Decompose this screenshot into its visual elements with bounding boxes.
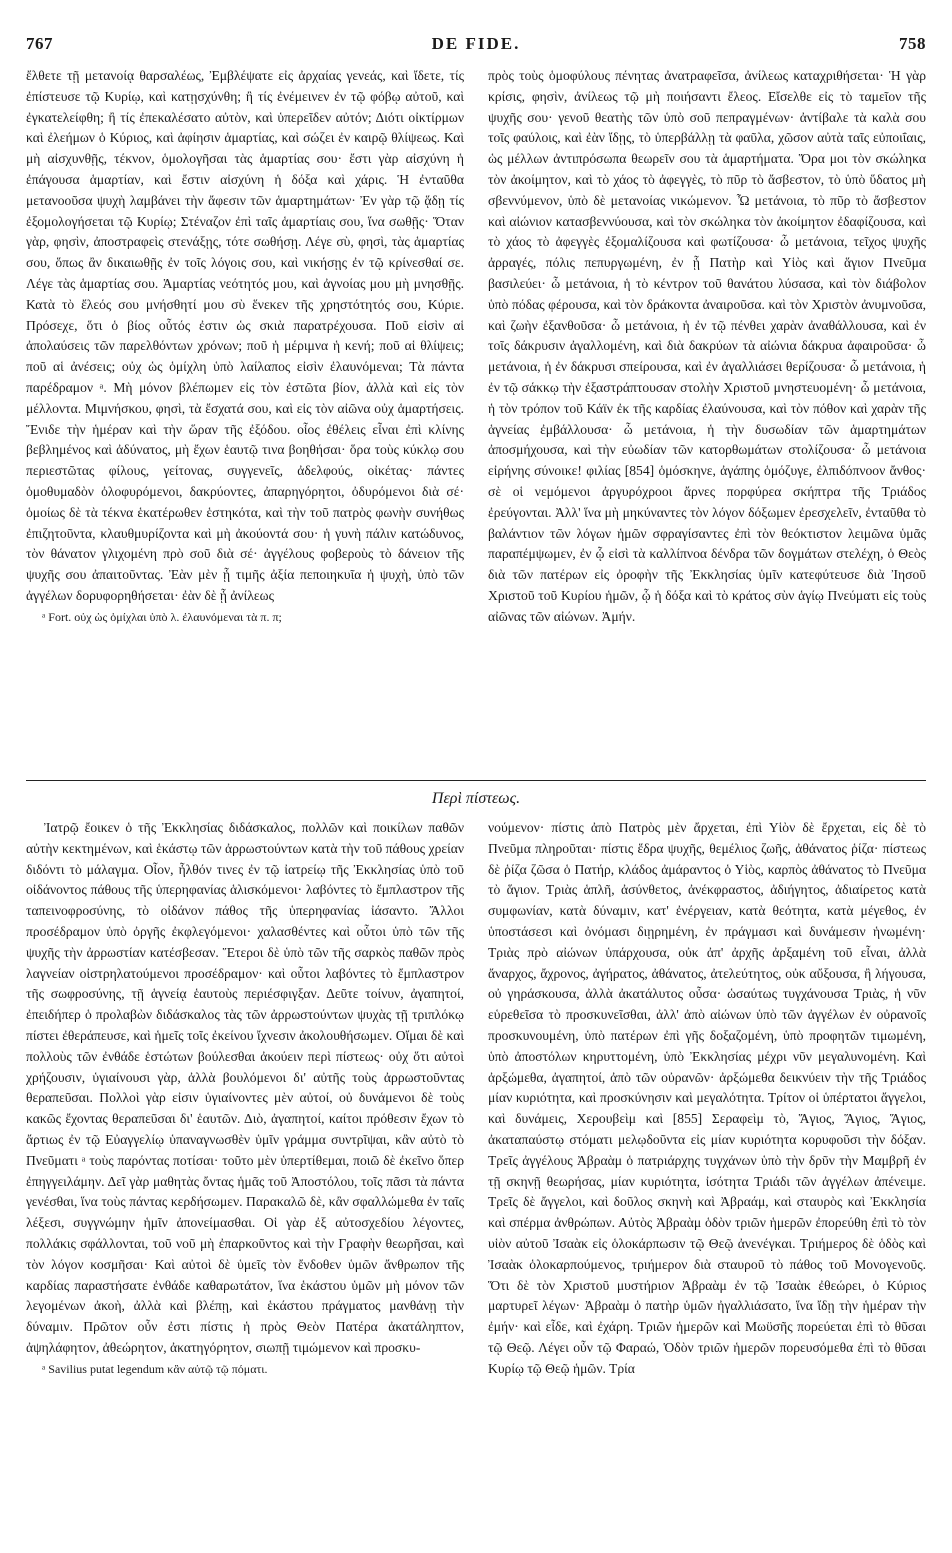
left-page-number: 767 [26, 34, 53, 53]
running-title: DE FIDE. [431, 34, 521, 53]
top-right-text: πρὸς τοὺς ὁμοφύλους πένητας ἀνατραφεῖσα, ἀνίλεως καταχριθήσεται· Ἡ γὰρ κρίσις, φησὶν, ἀνίλεως τῷ μὴ ποιήσαντι ἔλεος. Εἴσελθε εἰς τὸ ταμεῖον τῆς ψυχῆς σου· γενοῦ θεατὴς τῶν ὑπὸ σοῦ πεπραγμένων· ἀντίβαλε τὰ καλὰ σου τοῖς φαύλοις, καὶ ἐὰν ἴδῃς, τὸ ὑπερβάλλῃ τὰ φαῦλα, χῶσον αὐτὰ ταῖς εὐποιΐαις, ὡς μέλλων ἀντιπρόσωπα θεωρεῖν σου τὰ ἁμαρτήματα. Ὅρα μοι τὸν σκώληκα τὸν ἀκοίμητον, καὶ τὸ χάος τὸ ἀφεγγὲς, τὸ πῦρ τὸ ἄσβεστον, τὸ ὑπὸ ὕδατος μὴ σβεννύμενον, ὑπὸ δὲ μετανοίας νικώμενον. Ὦ μετάνοια, τὸ πῦρ τὸ ἄσβεστον καὶ αἰώνιον κατασβεννύουσα, καὶ τὸν σκώληκα τὸν ἀκοίμητον ἐδαφίζουσα, καὶ τὸ χάος τὸ ἀφεγγὲς ἐξομαλίζουσα καὶ φωτίζουσα· ὦ μετάνοια, τεῖχος ψυχῆς ἀρραγές, πόλις πεπυργωμένη, ἐν ᾗ Πατὴρ καὶ Υἱὸς καὶ ἅγιον Πνεῦμα βασιλεύει· ὦ μετάνοια, ἡ τὸ κέντρον τοῦ θανάτου λύσασα, καὶ τὸν διάβολον ὑπὸ πόδας φέρουσα, καὶ τὸν δράκοντα ἀναιροῦσα. καὶ τὸν Χριστὸν ἀνυμνοῦσα, καὶ ζωὴν ἐξανθοῦσα· ὦ μετάνοια, ἡ ἐν τῷ πένθει χαρὰν ἀναθάλλουσα, καὶ ἐν τοῖς δάκρυσιν ἀγαλλομένη, καὶ διὰ δακρύων τὰ αἰώνια δάκρυα ἀφαιροῦσα· ὦ μετάνοια, ἡ ἐν δάκρυσι σπείρουσα, καὶ ἐν ἀγαλλιάσει θερίζουσα· ὦ μετάνοια, ἡ ἐν τῷ σάκκῳ τὴν ἐξαστράπτουσαν στολὴν Χριστοῦ μνηστευομένη· ὦ μετάνοια, ἡ τὸν τρόπον τοῦ Κάϊν ἐκ τῆς καρδίας ἐλαύνουσα, καὶ τὸν πόθον καὶ χαρὰν τῆς ἁγνείας ἐμβάλλουσα· ὦ μετάνοια, ἡ τὴν δυσωδίαν τῶν ἁμαρτημάτων ἀποσμήχουσα, καὶ τὴν εὐωδίαν τῶν κατορθωμάτων στολίζουσα· ὦ μετάνοια εἰρήνης σύνοικε! φιλίας [854] ὁμόσκηνε, ἀγάπης ὁμόζυγε, ἐλπιδόπνοον ἄνθος· σὲ οἱ νεμόμενοι ἀργυρόχροοι ἄρνες πορφύρεα σκήπτρα τῆς Τριάδος ἐρεύγονται. Ἀλλ' ἵνα μὴ μηκύναντες τὸν λόγον δόξωμεν ἐρεσχελεῖν, ἐνταῦθα τὸ βαλάντιον τῶν λόγων ἡμῶν σφραγίσαντες ἐπὶ τὸν θεόκτιστον λειμῶνα ὑμᾶς παραπέμψωμεν, ἐν ᾧ εἰσὶ τὰ καλλίπνοα δένδρα τῶν δογμάτων στελέχη, ὁ Θεὸς διὰ τῶν πατέρων εἰς ὀροφὴν τῆς Ἐκκλησίας ὑμῖν κατεφύτευσε διὰ Ἰησοῦ Χριστοῦ τοῦ Κυρίου ἡμῶν, ᾧ ἡ δόξα καὶ τὸ κράτος σὺν ἁγίῳ Πνεύματι εἰς τοὺς αἰῶνας τῶν αἰώνων. Ἀμήν. [488, 68, 926, 624]
right-page-number: 758 [898, 34, 926, 53]
running-header [26, 34, 926, 58]
section-divider [26, 780, 926, 781]
bottom-right-text: νούμενον· πίστις ἀπὸ Πατρὸς μὲν ἄρχεται, ἐπὶ Υἱὸν δὲ ἔρχεται, εἰς δὲ τὸ Πνεῦμα πληροῦται· πίστις ἕδρα ψυχῆς, θεμέλιος ζωῆς, ἀθάνατος ῥίζα· πίστεως δὲ ῥίζα ζῶσα ὁ Πατήρ, κλάδος ἀμάραντος ὁ Υἱὸς, καρπὸς ἀθάνατος τὸ Πνεῦμα τὸ ἅγιον. Τριὰς ἁπλῆ, ἀσύνθετος, ἀνέκφραστος, ἀδιήγητος, ἀδιαίρετος κατὰ συμφωνίαν, κατὰ δύναμιν, κατ' ἐνέργειαν, κατὰ θεότητα, κατὰ μέγεθος, ἐν ὑποστάσεσι καὶ ὀνόμασι διῃρημένη, ἐν πράγμασι καὶ δυνάμεσιν ἡνωμένη· Τριὰς πρὸ αἰώνων ὑπάρχουσα, οὐκ ἀπ' ἀρχῆς ἀρξαμένη τοῦ εἶναι, ἀλλὰ ἄναρχος, ἄχρονος, ἀγήρατος, ἀθάνατος, ἀτελεύτητος, οὐκ αὔξουσα, ἢ λήγουσα, οὐ γηράσκουσα, ἀλλὰ ἀκατάλυτος οὖσα· ὡσαύτως τυγχάνουσα Τριὰς, ἡ νῦν εὑρεθεῖσα τὸ προσκυνεῖσθαι, ἀλλ' ἀπὸ αἰώνων ὑπὸ τῶν ἀγγέλων ἐν οὐρανοῖς προσκυνουμένη, ὑπὸ πατέρων ἐπὶ γῆς δοξαζομένη, ὑπὸ προφητῶν τιμωμένη, ὑπὸ ἀποστόλων κηρυττομένη, ὑπὸ Ἐκκλησίας μέχρι νῦν μεγαλυνομένη. Καὶ ἀρξώμεθα, ἀγαπητοί, ἀπὸ τῶν οὐρανῶν· ἀρξώμεθα δεικνύειν τὴν τῆς Τριάδος μίαν κυριότητα, καὶ προσκύνησιν καὶ μεγαλότητα. Τρίτον οἱ ὑπέρτατοι ἄγγελοι, καὶ δυνάμεις, Χερουβεὶμ καὶ [855] Σεραφεὶμ τὸ, Ἅγιος, Ἅγιος, Ἅγιος, ἀκαταπαύστῳ στόματι μελῳδοῦντα εἰς μίαν κυριότητα κορυφοῦσι τὴν δόξαν. Τρεῖς ἀγγέλους Ἀβραὰμ ὁ πατριάρχης τυγχάνων ὑπὸ τὴν δρῦν τὴν Μαμβρῆ ἐν τῇ σκηνῇ θεωρήσας, μίαν κυριότητα, ἰσότητα Τριάδι τῶν ἀγγέλων ἀπένειμε. Τρεῖς δὲ ἄγγελοι, καὶ δοῦλος σκηνὴ καὶ Ἀβραάμ, καὶ σταυρὸς καὶ Ἐκκλησία καὶ σπέρμα ἀνθρώπων. Αὐτὸς Ἀβραὰμ ὁδὸν τριῶν ἡμερῶν ἐπορεύθη ἐπὶ τὸ τὸν υἱὸν αὐτοῦ Ἰσαὰκ εἰς ὁλοκάρπωσιν τῷ Θεῷ ἀνενέγκαι. Τριήμερος δὲ ὁδὸς καὶ Ἰσαὰκ ὁλοκαρπούμενος, τριήμερον διὰ σταυροῦ τὸ πάθος τοῦ Μονογενοῦς. Ὅτι δὲ τὸν Χριστοῦ μυστήριον Ἀβραὰμ ἐν τῷ Ἰσαὰκ ἐθεώρει, ὁ Κύριος μαρτυρεῖ λέγων· Ἀβραὰμ ὁ πατὴρ ὑμῶν ἠγαλλιάσατο, ἵνα ἴδῃ τὴν ἡμέραν τὴν ἐμήν· καὶ εἶδε, καὶ ἐχάρη. Τριῶν ἡμερῶν καὶ Μωϋσῆς πορεύεται ἐπὶ τὸ θῦσαι τῷ Θεῷ. Λέγει οὖν τῷ Φαραώ, Ὁδὸν τριῶν ἡμερῶν πορευσόμεθα ἐπὶ τὸ θῦσαι Κυρίῳ τῷ Θεῷ ἡμῶν. Τρία [488, 820, 926, 1376]
bottom-left-footnote: ᵃ Savilius putat legendum κἂν αὐτῷ τῷ πόματι. [42, 1361, 268, 1376]
bottom-columns [26, 818, 926, 1553]
bottom-left-column [26, 818, 464, 1553]
top-right-column [488, 66, 926, 814]
top-left-footnote: ᵃ Fort. οὐχ ὡς ὁμίχλαι ὑπὸ λ. ἐλαυνόμεναι τὰ π. π; [42, 609, 282, 624]
bottom-section [26, 790, 926, 1553]
bottom-right-column [488, 818, 926, 1553]
section-title: Περὶ πίστεως. [431, 790, 521, 807]
top-left-column [26, 66, 464, 814]
bottom-left-text: Ἰατρῷ ἔοικεν ὁ τῆς Ἐκκλησίας διδάσκαλος, πολλῶν καὶ ποικίλων παθῶν αὐτὴν κεκτημένων, καὶ ἑκάστῳ τῶν ἀρρωστούντων κατὰ τὴν τοῦ πάθους χρείαν διδόντι τὸ μάλαγμα. Οἷον, ἦλθόν τινες ἐν τῷ ἰατρείῳ τῆς Ἐκκλησίας ὑπὸ τοῦ οἰδάνοντος πάθους τῆς ὑπερηφανίας ἁλισκόμενοι· λαβόντες τὸ ἔμπλαστρον τῆς ταπεινοφροσύνης, τὸ οἰδάνον πάθος τῆς ὑπερηφανίας ἰάσαντο. Ἄλλοι προσέδραμον ὑπὸ ὀργῆς ἐκφλεγόμενοι· χαλασθέντες καὶ οὗτοι ὑπὸ τῶν τῆς ψυχῆς τὴν ἀρρωστίαν κατέσβεσαν. Ἕτεροι δὲ ὑπὸ τῶν τῆς σαρκὸς παθῶν πρὸς λαγνείαν οἰστρηλατούμενοι προσέδραμον· καὶ οὗτοι λαβόντες τὸ ἔμπλαστρον τῆς σωφροσύνης, τῇ ἁγνείᾳ ἑαυτοὺς περιέσφιγξαν. Δεῦτε τοίνυν, ἀγαπητοί, ἐπειδήπερ ὁ προλαβὼν διδάσκαλος τὰς τῶν ἀρρωστούντων ψυχὰς τῇ τριπλόκῳ πίστει ἐθεράπευσε, καὶ ἡμεῖς τοῖς ἐκείνου ἴχνεσιν ἀκολουθήσωμεν. Οἴμαι δὲ καὶ πολλοὺς τῶν ἐνθάδε ἑστώτων βούλεσθαι ἀκούειν περὶ πίστεως· οὐχ ὅτι αὐτοὶ χρήζουσιν, ὑγιαίνουσι γὰρ, ἀλλὰ βουλόμενοι δι' αὐτῆς τοὺς ἀρρωστοῦντας θεραπεῦσαι. Πολλοὶ γὰρ εἰσιν ὑγιαίνοντες μὲν αὐτοί, οὐ δυνάμενοι δὲ τοὺς κακῶς ἔχοντας θεραπεῦσαι δι' ἑαυτῶν. Διὸ, ἀγαπητοί, καίτοι πρόθεσιν ἔχων τὸ ἄρτιως ἐν τῷ Εὐαγγελίῳ ὑπαναγνωσθὲν ὑμῖν γράμμα συντρῖψαι, κἂν αὐτὸ τὸ Πνεῦματι ᵃ τοὺς παρόντας ποτίσαι· τοῦτο μὲν ὑπερτίθεμαι, ποιῶ δὲ ἐκεῖνο ὅπερ ἐπηγγειλάμην. Δεῖ γὰρ μαθητὰς ὄντας ἡμᾶς τοῦ Ἀποστόλου, τοῖς πᾶσι τὰ πάντα γενέσθαι, ἵνα τοὺς πάντας κερδήσωμεν. Παρακαλῶ δὲ, κἂν σφαλλώμεθα ἐν ταῖς λέξεσι, συγγνώμην ἡμῖν ἀπονείμασθαι. Οἱ γὰρ ἐξ αὐτοσχεδίου λέγοντες, πολλάκις σφάλλονται, τοῦ νοῦ μὴ ἐπαρκοῦντος καὶ τὴν Γραφὴν θεωρῆσαι, καὶ τὸν λόγον κοσμῆσαι· Καὶ αὐτοὶ δὲ ὑμεῖς τὸν ἔνδοθεν ὑμῶν ἄνθρωπον τῆς καρδίας παραστήσατε ἐνθάδε καθαρωτάτον, ἵνα ἑκάστου ὑμῶν μὴ μόνον τῶν λεγομένων ἀκοὴ, ἀλλὰ καὶ βλέπῃ, καὶ ἑκάστου πράγματος μανθάνῃ τὴν δύναμιν. Πρῶτον οὖν ἐστι πίστις ἡ πρὸς Θεὸν Πατέρα ἀκατάληπτον, ἀψηλάφητον, ἀθεώρητον, ἀκατηγόρητον, σιωπῇ τιμώμενον καὶ προσκυ- [26, 820, 464, 1355]
top-columns [26, 66, 926, 814]
top-left-text: ἔλθετε τῇ μετανοίᾳ θαρσαλέως, Ἐμβλέψατε εἰς ἀρχαίας γενεάς, καὶ ἴδετε, τίς ἐπίστευσε τῷ Κυρίῳ, καὶ κατῃσχύνθη; ἢ τίς ἐνέμεινεν ἐν τῷ φόβῳ αὐτοῦ, καὶ ἐγκατελείφθη; ἢ τίς ἐπεκαλέσατο αὐτὸν, καὶ ὑπερεῖδεν αὐτόν; Διότι οἰκτίρμων καὶ ἐλεήμων ὁ Κύριος, καὶ ἀφίησιν ἁμαρτίας, καὶ σώζει ἐν καιρῷ θλίψεως. Καὶ μὴ αἰσχυνθῇς, τέκνον, ὁμολογῆσαι τὰς ἁμαρτίας σου· ἔστι γὰρ αἰσχύνη ἡ ἐπάγουσα ἁμαρτίαν, καὶ ἔστιν αἰσχύνη ἡ δόξα καὶ χάρις. Ἡ ἐνταῦθα μετανοοῦσα ψυχὴ λαμβάνει τὴν ἄφεσιν τῶν ἁμαρτημάτων· Ἐν γὰρ τῷ ᾅδῃ τίς ἐξομολογήσεται τῷ Κυρίῳ; Στέναζον ἐπὶ ταῖς ἁμαρτίαις σου, ἵνα σωθῇς· Ὅταν γὰρ, φησὶν, ἀποστραφεὶς στενάξῃς, τότε σωθήσῃ. Λέγε σὺ, φησὶ, τὰς ἁμαρτίας σου, ὅπως ἂν δικαιωθῇς ἐν τοῖς λόγοις σου, καὶ νικήσῃς ἐν τῷ κρίνεσθαί σε. Λέγε τὰς ἁμαρτίας σου. Ἁμαρτίας νεότητός μου, καὶ ἀγνοίας μου μὴ μνησθῇς. Κατὰ τὸ ἔλεός σου μνήσθητί μου σὺ ἕνεκεν τῆς χρηστότητός σου, Κύριε. Πρόσεχε, ὅτι ὁ βίος οὗτός ἐστιν ὡς σκιὰ παρατρέχουσα. Ποῦ εἰσὶν αἱ ἀπολαύσεις τῶν παρελθόντων χρόνων; ποῦ ἡ μέριμνα ἡ κενή; ποῦ αἱ θλίψεις; ποῦ αἱ ἀνέσεις; οὐχ ὡς ὁμίχλη ὑπὸ λαίλαπος εἰσὶν ἐλαυνόμεναι; Τὰ πάντα παρέδραμον ᵃ. Μὴ μόνον βλέπωμεν εἰς τὸν ἐστῶτα βίον, ἀλλὰ καὶ εἰς τὸν μέλλοντα. Μιμνήσκου, φησὶ, τὰ ἔσχατά σου, καὶ εἰς τὸν αἰῶνα οὐχ ἁμαρτήσεις. Ἔνιδε τὴν ἡμέραν καὶ τὴν ὥραν τῆς ἐξόδου. οἷος ἐθέλεις εἶναι ἐπὶ κλίνης βεβλημένος καὶ ἀδύνατος, μὴ ἔχων ἑαυτῷ τινα βοηθήσαι· ὅρα τοὺς κύκλῳ σου περιεστῶτας φίλους, γείτονας, συγγενεῖς, ἀδελφούς, οἰκέτας· πάντες ὁμοθυμαδὸν ὀλοφυρόμενοι, δακρύοντες, ἀπαρηγόρητοι, ὀδυρόμενοι διὰ σέ· ὁμοίως δὲ τὰ τέκνα ἑκατέρωθεν ἑστηκότα, καὶ τὴν τοῦ πατρὸς φωνὴν συνήθως ἐπιζητοῦντα, κλαυθμυρίζοντα καὶ μὴ ἀκούοντά σου· ἡ γυνὴ πάλιν κατώδυνος, τὸν θάνατον γλιχομένη πρὸ σοῦ διὰ σέ· ἀγγέλους φοβεροὺς τὸ δάνειον τῆς ψυχῆς σου ἀπαιτοῦντας. Ἐὰν μὲν ᾖ τιμῆς ἀξία πεποιηκυῖα ἡ ψυχὴ, ὑπὸ τῶν ἀγγέλων δορυφορηθήσεται· ἐὰν δὲ ᾖ ἀνίλεως [26, 68, 464, 603]
top-section [26, 60, 926, 814]
